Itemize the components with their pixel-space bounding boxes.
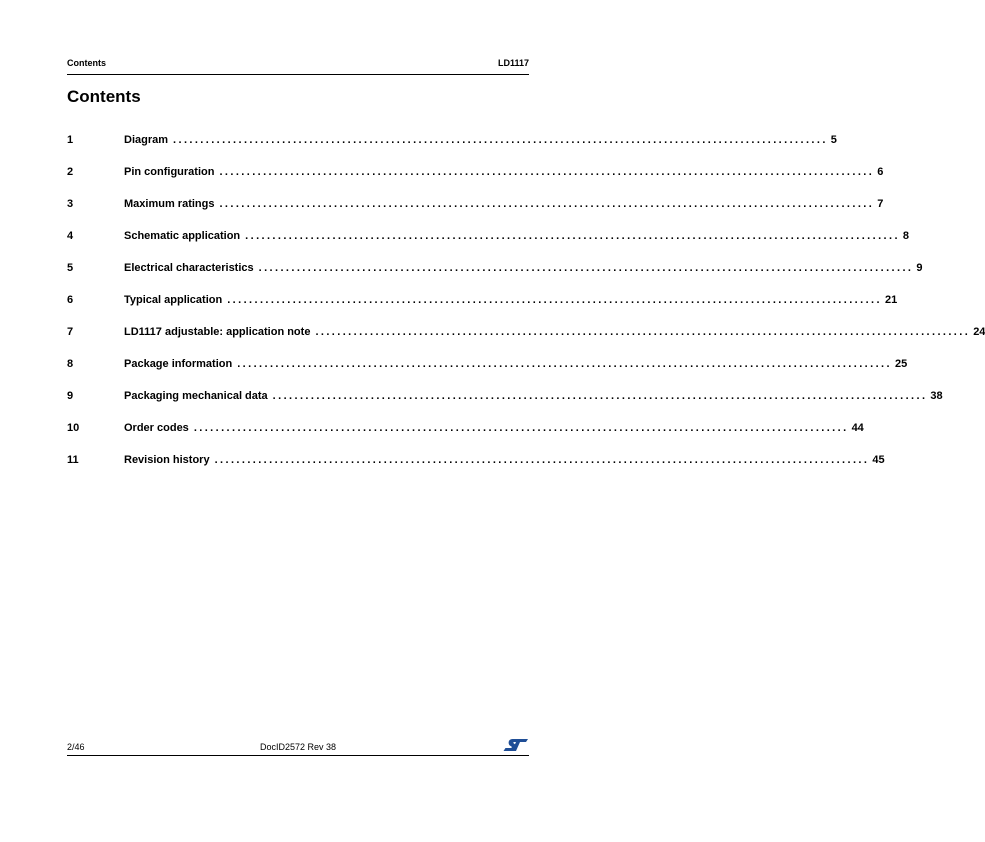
toc-section-number: 8	[67, 358, 74, 370]
toc-section-number: 3	[67, 198, 74, 210]
toc-row[interactable]	[67, 357, 908, 389]
page-header	[67, 57, 529, 75]
footer-page-number: 2/46	[67, 742, 85, 752]
toc-row[interactable]	[67, 389, 943, 421]
page-title: Contents	[67, 87, 141, 106]
toc-section-title[interactable]: Typical application	[124, 294, 223, 306]
toc-section-title[interactable]: Revision history	[124, 454, 210, 466]
toc-section-title[interactable]: Pin configuration	[124, 166, 215, 178]
toc-section-title[interactable]: Package information	[124, 358, 233, 370]
toc-page-number[interactable]: 6	[877, 166, 884, 178]
toc-row[interactable]	[67, 453, 885, 485]
toc-page-number[interactable]: 24	[973, 326, 985, 338]
toc-page-number[interactable]: 44	[851, 422, 864, 434]
toc-page-number[interactable]: 38	[930, 390, 943, 402]
page-footer	[67, 739, 529, 756]
toc-page-number[interactable]: 5	[830, 134, 837, 146]
toc-section-number: 9	[67, 390, 74, 402]
toc-dot-leader: ........................................................................................................................	[193, 422, 849, 434]
toc-entry[interactable]	[124, 133, 837, 147]
toc-section-title[interactable]: LD1117 adjustable: application note	[124, 326, 311, 338]
toc-row[interactable]	[67, 165, 884, 197]
toc-page-number[interactable]: 7	[877, 198, 884, 210]
toc-row[interactable]	[67, 293, 898, 325]
toc-row[interactable]	[67, 197, 884, 229]
toc-section-number: 7	[67, 326, 74, 338]
toc-dot-leader: ........................................................................................................................	[227, 294, 882, 306]
toc-section-title[interactable]: Maximum ratings	[124, 198, 215, 210]
toc-entry[interactable]	[124, 229, 910, 243]
toc-dot-leader: ........................................................................................................................	[219, 198, 875, 210]
toc-section-number: 2	[67, 166, 74, 178]
toc-section-title[interactable]: Electrical characteristics	[124, 262, 254, 274]
toc-section-number: 5	[67, 262, 74, 274]
toc-section-number: 10	[67, 422, 80, 434]
st-logo-icon	[503, 738, 529, 752]
toc-dot-leader: ........................................................................................................................	[214, 454, 870, 466]
toc-section-title[interactable]: Order codes	[124, 422, 189, 434]
toc-entry[interactable]	[124, 389, 943, 403]
toc-page-number[interactable]: 45	[872, 454, 885, 466]
toc-section-number: 4	[67, 230, 74, 242]
toc-section-number: 11	[67, 454, 79, 466]
toc-dot-leader: ........................................................................................................................	[173, 134, 828, 146]
toc-dot-leader: ........................................................................................................................	[315, 326, 971, 338]
toc-section-title[interactable]: Schematic application	[124, 230, 241, 242]
toc-entry[interactable]	[124, 197, 884, 211]
toc-page-number[interactable]: 21	[884, 294, 898, 306]
toc-entry[interactable]	[124, 421, 864, 435]
toc-section-number: 6	[67, 294, 74, 306]
toc-dot-leader: ........................................................................................................................	[219, 166, 875, 178]
toc-dot-leader: ........................................................................................................................	[245, 230, 900, 242]
toc-row[interactable]	[67, 421, 864, 453]
toc-dot-leader: ........................................................................................................................	[258, 262, 914, 274]
toc-entry[interactable]	[124, 261, 923, 275]
toc-page-number[interactable]: 8	[902, 230, 910, 242]
header-section-title: Contents	[67, 58, 106, 68]
toc-entry[interactable]	[124, 357, 908, 371]
toc-entry[interactable]	[124, 325, 985, 339]
toc-section-title[interactable]: Diagram	[124, 134, 169, 146]
toc-page-number[interactable]: 9	[916, 262, 923, 274]
header-part-number: LD1117	[497, 58, 529, 68]
toc-row[interactable]	[67, 325, 985, 357]
toc-section-number: 1	[67, 134, 74, 146]
toc-section-title[interactable]: Packaging mechanical data	[124, 390, 268, 402]
toc-entry[interactable]	[124, 293, 898, 307]
toc-row[interactable]	[67, 229, 910, 261]
toc-dot-leader: ........................................................................................................................	[237, 358, 892, 370]
footer-document-id: DocID2572 Rev 38	[259, 742, 337, 752]
toc-row[interactable]	[67, 133, 837, 165]
toc-entry[interactable]	[124, 453, 885, 467]
table-of-contents	[67, 133, 985, 485]
toc-dot-leader: ........................................................................................................................	[272, 390, 928, 402]
toc-page-number[interactable]: 25	[894, 358, 908, 370]
toc-row[interactable]	[67, 261, 923, 293]
toc-entry[interactable]	[124, 165, 884, 179]
